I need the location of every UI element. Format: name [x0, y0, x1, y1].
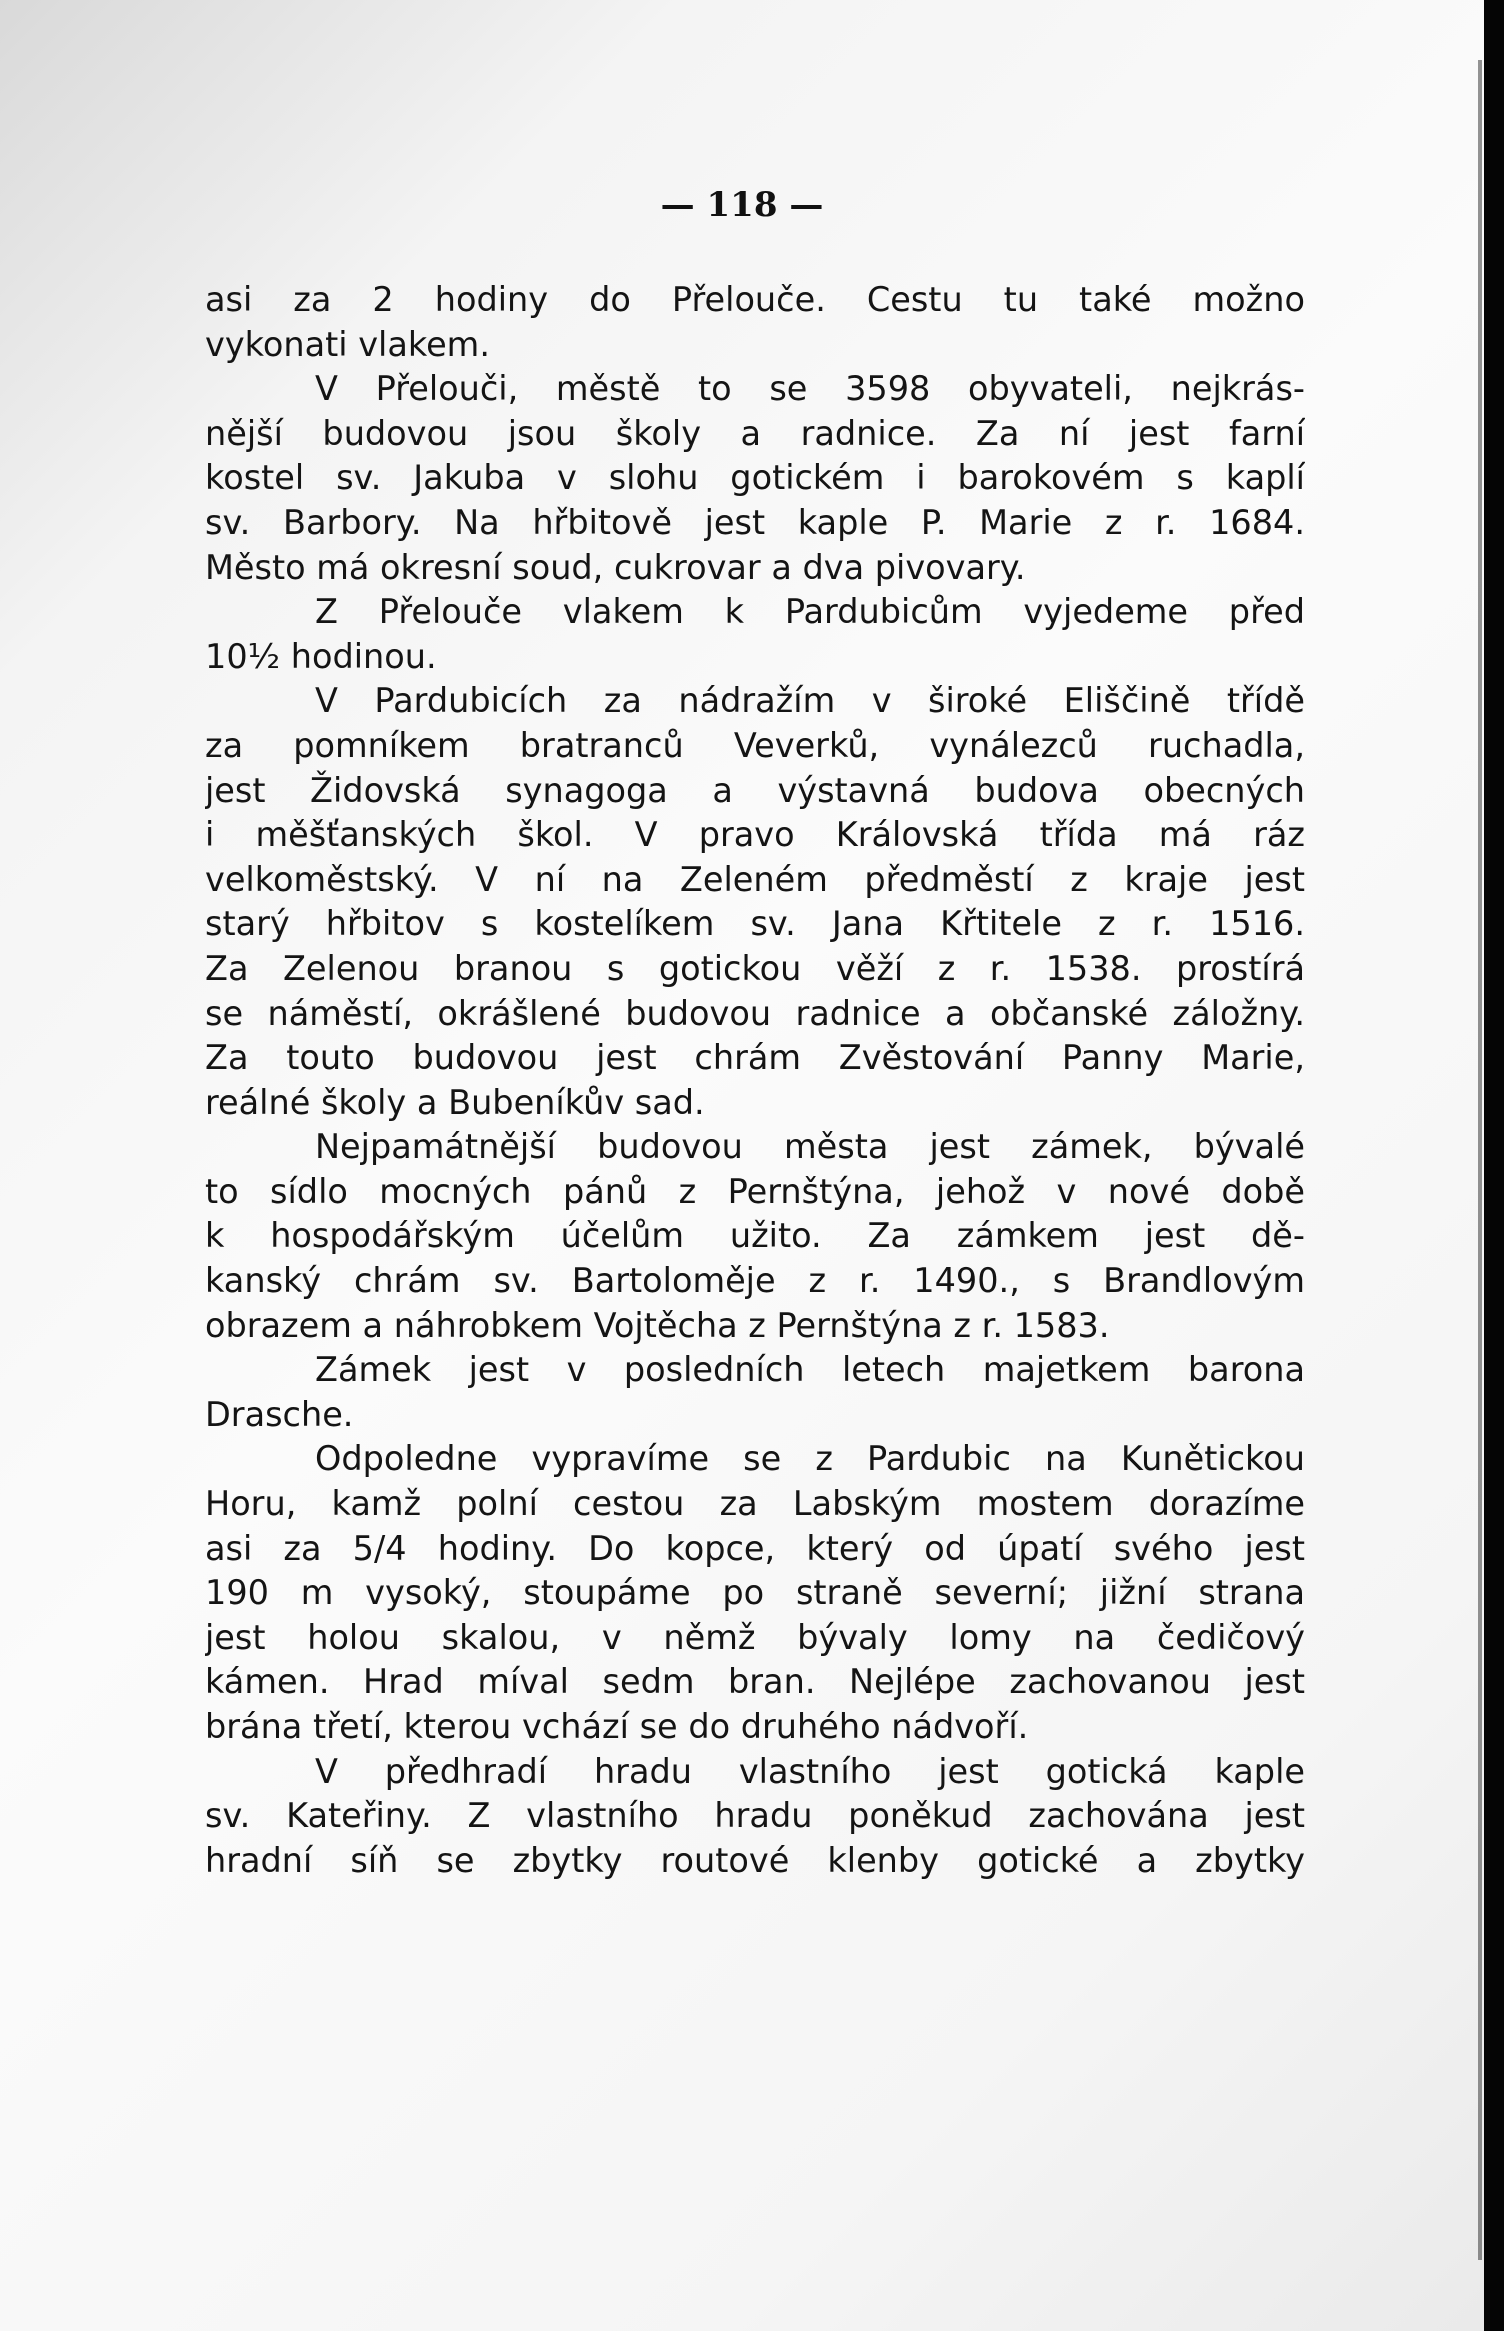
text-line: brána třetí, kterou vchází se do druhého nádvoří.	[205, 1707, 1029, 1746]
text-line: Z Přelouče vlakem k Pardubicům vyjedeme před	[315, 592, 1305, 632]
text-line: Horu, kamž polní cestou za Labským mostem dorazíme	[205, 1484, 1305, 1524]
text-line: V Přelouči, městě to se 3598 obyvateli, nejkrás-	[315, 369, 1305, 409]
text-line: sv. Kateřiny. Z vlastního hradu poněkud zachována jest	[205, 1796, 1305, 1836]
text-line: kámen. Hrad míval sedm bran. Nejlépe zachovanou jest	[205, 1662, 1305, 1702]
body-text	[205, 278, 1305, 1883]
text-line: Drasche.	[205, 1394, 354, 1434]
text-line: obrazem a náhrobkem Vojtěcha z Pernštýna z r. 1583.	[205, 1305, 1110, 1345]
text-line: sv. Barbory. Na hřbitově jest kaple P. Marie z r. 1684.	[205, 502, 1305, 542]
text-line: jest Židovská synagoga a výstavná budova obecných	[205, 770, 1305, 810]
text-line: Město má okresní soud, cukrovar a dva pivovary.	[205, 547, 1026, 587]
text-line: Zámek jest v posledních letech majetkem barona	[315, 1350, 1305, 1390]
text-line: Za Zelenou branou s gotickou věží z r. 1538. prostírá	[205, 948, 1305, 988]
text-line: to sídlo mocných pánů z Pernštýna, jehož v nové době	[205, 1171, 1305, 1211]
page-number: — 118 —	[660, 185, 824, 225]
text-line: asi za 2 hodiny do Přelouče. Cestu tu také možno	[205, 280, 1305, 319]
text-line: 190 m vysoký, stoupáme po straně severní; jižní strana	[205, 1573, 1305, 1613]
text-line: Za touto budovou jest chrám Zvěstování Panny Marie,	[205, 1038, 1305, 1078]
text-line: jest holou skalou, v němž bývaly lomy na čedičový	[205, 1617, 1305, 1657]
text-line: reálné školy a Bubeníkův sad.	[205, 1082, 705, 1122]
text-line: kostel sv. Jakuba v slohu gotickém i barokovém s kaplí	[205, 458, 1305, 498]
page-edge-shadow	[1478, 60, 1482, 2260]
text-line: nější budovou jsou školy a radnice. Za ní jest farní	[205, 413, 1305, 453]
text-line: Nejpamátnější budovou města jest zámek, bývalé	[315, 1127, 1305, 1167]
text-line: se náměstí, okrášlené budovou radnice a občanské záložny.	[205, 993, 1305, 1033]
text-line: velkoměstský. V ní na Zeleném předměstí z kraje jest	[205, 859, 1305, 899]
scan-border	[1484, 0, 1504, 2331]
text-line: V Pardubicích za nádražím v široké Eliščině třídě	[315, 681, 1305, 721]
text-line: asi za 5/4 hodiny. Do kopce, který od úpatí svého jest	[205, 1528, 1305, 1568]
text-line: starý hřbitov s kostelíkem sv. Jana Křtitele z r. 1516.	[205, 904, 1305, 944]
text-line: i měšťanských škol. V pravo Královská třída má ráz	[205, 815, 1305, 855]
text-line: za pomníkem bratranců Veverků, vynálezců ruchadla,	[205, 725, 1305, 765]
text-line: V předhradí hradu vlastního jest gotická kaple	[315, 1751, 1305, 1791]
text-line: kanský chrám sv. Bartoloměje z r. 1490., s Brandlovým	[205, 1261, 1305, 1301]
text-line: hradní síň se zbytky routové klenby gotické a zbytky	[205, 1840, 1305, 1880]
text-line: k hospodářským účelům užito. Za zámkem jest dě-	[205, 1216, 1305, 1256]
text-line: vykonati vlakem.	[205, 324, 490, 364]
text-line: 10½ hodinou.	[205, 636, 437, 676]
text-line: Odpoledne vypravíme se z Pardubic na Kunětickou	[315, 1439, 1305, 1479]
